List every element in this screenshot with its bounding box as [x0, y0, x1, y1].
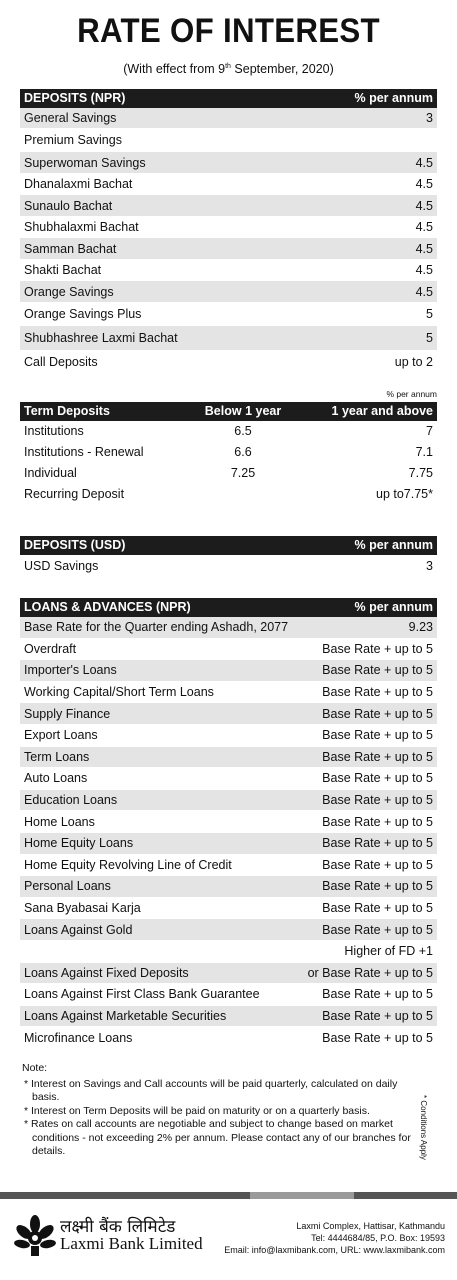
loans-header: LOANS & ADVANCES (NPR) % per annum — [20, 598, 437, 617]
table-row — [20, 941, 437, 963]
table-row — [20, 768, 437, 790]
deposits-npr-header: DEPOSITS (NPR) % per annum — [20, 89, 437, 108]
note-item: * Interest on Term Deposits will be paid on maturity or on a quarterly basis. — [24, 1104, 370, 1117]
deposit-name: Orange Savings Plus — [24, 307, 142, 321]
effective-date: (With effect from 9th September, 2020) — [123, 62, 334, 76]
table-row — [20, 217, 437, 238]
notes-heading: Note: — [22, 1062, 48, 1074]
deposits-usd-table — [20, 536, 437, 577]
footer-band — [0, 1192, 457, 1199]
table-row — [20, 833, 437, 855]
table-row — [20, 108, 437, 129]
loan-name: Education Loans — [24, 793, 118, 808]
loan-name: Loans Against Fixed Deposits — [24, 965, 189, 980]
loan-name: Supply Finance — [24, 706, 111, 721]
table-row — [20, 463, 437, 484]
table-row — [20, 303, 437, 326]
loan-name: Home Loans — [24, 814, 95, 829]
band-dark — [0, 1192, 250, 1199]
table-row — [20, 639, 437, 661]
term-1yr-above: 7.75 — [408, 466, 433, 480]
loan-rate: Base Rate + up to 5 — [322, 1030, 433, 1045]
table-row — [20, 811, 437, 833]
term-1yr-above: 7 — [426, 424, 433, 438]
loan-name: Auto Loans — [24, 771, 88, 786]
table-row — [20, 919, 437, 941]
loan-name: Loans Against Marketable Securities — [24, 1008, 227, 1023]
table-row — [20, 555, 437, 577]
deposits-npr-table — [20, 89, 437, 374]
loan-name: Home Equity Revolving Line of Credit — [24, 857, 232, 872]
deposit-name: Shubhalaxmi Bachat — [24, 220, 139, 234]
term-deposits-table — [20, 402, 437, 505]
table-row — [20, 963, 437, 985]
loan-rate: Base Rate + up to 5 — [322, 879, 433, 894]
loan-name: Overdraft — [24, 641, 77, 656]
loan-rate: or Base Rate + up to 5 — [307, 965, 433, 980]
deposit-rate: 5 — [426, 307, 433, 321]
deposit-rate: up to 2 — [394, 355, 433, 369]
deposit-name: Superwoman Savings — [24, 155, 146, 170]
footer — [0, 1200, 457, 1280]
term-name: Individual — [24, 466, 77, 480]
deposit-rate: 5 — [426, 331, 433, 345]
loan-rate: Base Rate + up to 5 — [322, 901, 433, 916]
table-row — [20, 1027, 437, 1049]
deposit-rate: 3 — [426, 111, 433, 125]
deposit-rate: 4.5 — [415, 284, 433, 299]
term-deposits-header: Term Deposits Below 1 year 1 year and above — [20, 402, 437, 421]
table-row — [20, 260, 437, 281]
loan-rate: Base Rate + up to 5 — [322, 987, 433, 1002]
table-row — [20, 195, 437, 217]
loan-name: Sana Byabasai Karja — [24, 901, 141, 916]
loan-rate: Base Rate + up to 5 — [322, 706, 433, 721]
loan-rate: Base Rate + up to 5 — [322, 793, 433, 808]
bank-name-devanagari: लक्ष्मी बैंक लिमिटेड — [60, 1217, 176, 1237]
table-row — [20, 984, 437, 1006]
note-item: * Rates on call accounts are negotiable and subject to change based on market conditions - not exceeding 2% per annum. Please contact any of our branches for details. — [24, 1118, 411, 1157]
band-dark-right — [354, 1192, 457, 1199]
table-row — [20, 617, 437, 639]
table-row — [20, 351, 437, 374]
band-light — [250, 1192, 354, 1199]
term-name: Institutions — [24, 424, 84, 438]
deposit-name: Dhanalaxmi Bachat — [24, 177, 133, 191]
table-row — [20, 898, 437, 920]
table-row — [20, 790, 437, 812]
table-row — [20, 876, 437, 898]
loan-rate: Base Rate + up to 5 — [322, 857, 433, 872]
table-row — [20, 129, 437, 152]
deposit-rate: 4.5 — [415, 198, 433, 213]
loan-rate: Base Rate + up to 5 — [322, 814, 433, 829]
loan-rate: Base Rate + up to 5 — [322, 836, 433, 851]
table-row — [20, 747, 437, 769]
deposit-name: Call Deposits — [24, 355, 98, 369]
table-row — [20, 442, 437, 463]
deposits-usd-header: DEPOSITS (USD) % per annum — [20, 536, 437, 555]
term-below-1yr: 6.5 — [234, 424, 252, 438]
loan-name: Term Loans — [24, 749, 90, 764]
bank-name-english: Laxmi Bank Limited — [60, 1234, 203, 1253]
table-row — [20, 281, 437, 303]
deposit-rate: 4.5 — [415, 177, 433, 191]
loans-table — [20, 598, 437, 1049]
loan-name: Microfinance Loans — [24, 1030, 133, 1045]
loan-rate: Base Rate + up to 5 — [322, 728, 433, 743]
conditions-apply-note: * Conditions Apply — [419, 1095, 428, 1160]
loan-rate: Base Rate + up to 5 — [322, 685, 433, 700]
loan-name: Loans Against Gold — [24, 922, 133, 937]
term-name: Institutions - Renewal — [24, 445, 144, 459]
loan-name: Base Rate for the Quarter ending Ashadh, 2077 — [24, 620, 289, 635]
loan-name: Personal Loans — [24, 879, 111, 894]
deposit-name: Shubhashree Laxmi Bachat — [24, 331, 178, 345]
term-below-1yr: 6.6 — [234, 445, 252, 459]
table-row — [20, 421, 437, 442]
loan-rate: Base Rate + up to 5 — [322, 922, 433, 937]
loan-rate: 9.23 — [408, 620, 433, 635]
table-row — [20, 238, 437, 260]
table-row — [20, 703, 437, 725]
deposit-rate: 4.5 — [415, 155, 433, 170]
table-row — [20, 326, 437, 351]
loan-name: Working Capital/Short Term Loans — [24, 685, 214, 700]
page-title: RATE OF INTEREST — [77, 12, 380, 50]
term-below-1yr: 7.25 — [230, 466, 256, 480]
table-row — [20, 682, 437, 704]
loan-name: Home Equity Loans — [24, 836, 134, 851]
table-row — [20, 855, 437, 877]
term-name: Recurring Deposit — [24, 487, 125, 501]
loan-name: Importer's Loans — [24, 663, 117, 678]
term-1yr-above: 7.1 — [415, 445, 433, 459]
loan-rate: Higher of FD +1 — [344, 944, 433, 959]
loan-rate: Base Rate + up to 5 — [322, 771, 433, 786]
deposit-rate: 4.5 — [415, 241, 433, 256]
loan-name: Export Loans — [24, 728, 98, 743]
deposit-name: Shakti Bachat — [24, 263, 102, 277]
loan-rate: Base Rate + up to 5 — [322, 641, 433, 656]
table-row — [20, 174, 437, 195]
bank-contact: Laxmi Complex, Hattisar, Kathmandu Tel: 4444684/85, P.O. Box: 19593 Email: info@laxmibank.com, URL: www.laxmibank.com — [224, 1221, 445, 1255]
loan-rate: Base Rate + up to 5 — [322, 1008, 433, 1023]
usd-deposit-name: USD Savings — [24, 558, 99, 573]
loan-rate: Base Rate + up to 5 — [322, 663, 433, 678]
deposit-name: Orange Savings — [24, 284, 114, 299]
deposit-name: Samman Bachat — [24, 241, 117, 256]
deposit-name: General Savings — [24, 111, 117, 125]
deposit-name: Sunaulo Bachat — [24, 198, 113, 213]
deposit-rate: 4.5 — [415, 263, 433, 277]
table-row — [20, 660, 437, 682]
term-1yr-above: up to7.75* — [376, 487, 433, 501]
table-row — [20, 152, 437, 174]
note-item: * Interest on Savings and Call accounts will be paid quarterly, calculated on daily basis. — [24, 1077, 398, 1103]
usd-deposit-rate: 3 — [426, 558, 433, 573]
laxmi-lotus-logo-icon — [12, 1212, 58, 1258]
notes-section — [22, 1062, 422, 1159]
table-row — [20, 725, 437, 747]
deposit-name: Premium Savings — [24, 133, 122, 147]
loan-rate: Base Rate + up to 5 — [322, 749, 433, 764]
table-row — [20, 484, 437, 505]
loan-name: Loans Against First Class Bank Guarantee — [24, 987, 260, 1002]
table-row — [20, 1006, 437, 1028]
term-unit-note: % per annum — [386, 389, 437, 399]
deposit-rate: 4.5 — [415, 220, 433, 234]
